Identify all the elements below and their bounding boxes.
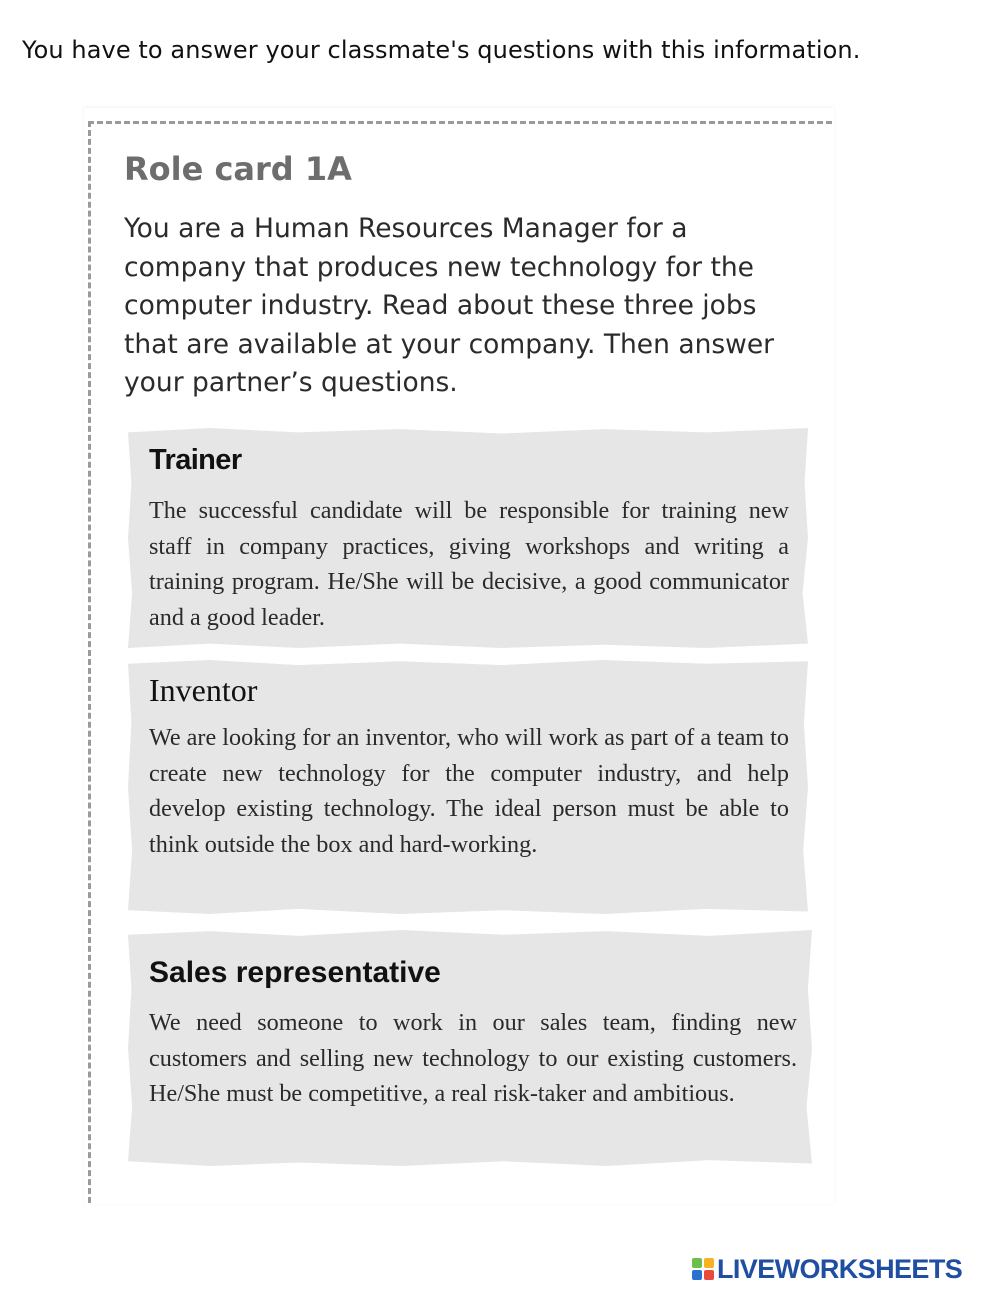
dashed-top-border (88, 121, 832, 124)
job-title-sales-representative: Sales representative (149, 956, 441, 989)
job-description-inventor: We are looking for an inventor, who will work as part of a team to create new technology for the computer industry, and help develop existing technology. The ideal person must be able to think outside the box and hard-working. (149, 724, 789, 858)
job-description-sales-representative: We need someone to work in our sales team, finding new customers and selling new technology to our existing customers. He/She must be competitive, a real risk-taker and ambitious. (149, 1009, 797, 1107)
brand-name: LIVEWORKSHEETS (717, 1253, 963, 1284)
job-description-trainer: The successful candidate will be responsible for training new staff in company practices, giving workshops and writing a training program. He/She will be decisive, a good communicator and a good leader. (149, 497, 789, 631)
role-card-title: Role card 1A (124, 150, 352, 188)
instruction-text: You have to answer your classmate's questions with this information. (22, 36, 861, 64)
liveworksheets-logo-icon (692, 1258, 714, 1280)
job-title-trainer: Trainer (149, 444, 242, 476)
dashed-left-border (88, 121, 91, 1203)
job-title-inventor: Inventor (149, 672, 258, 708)
liveworksheets-brand[interactable] (692, 1254, 962, 1284)
role-card-intro: You are a Human Resources Manager for a company that produces new technology for the computer industry. Read about these three jobs that are available at your company. Then answer your partner’s questions. (124, 213, 775, 399)
